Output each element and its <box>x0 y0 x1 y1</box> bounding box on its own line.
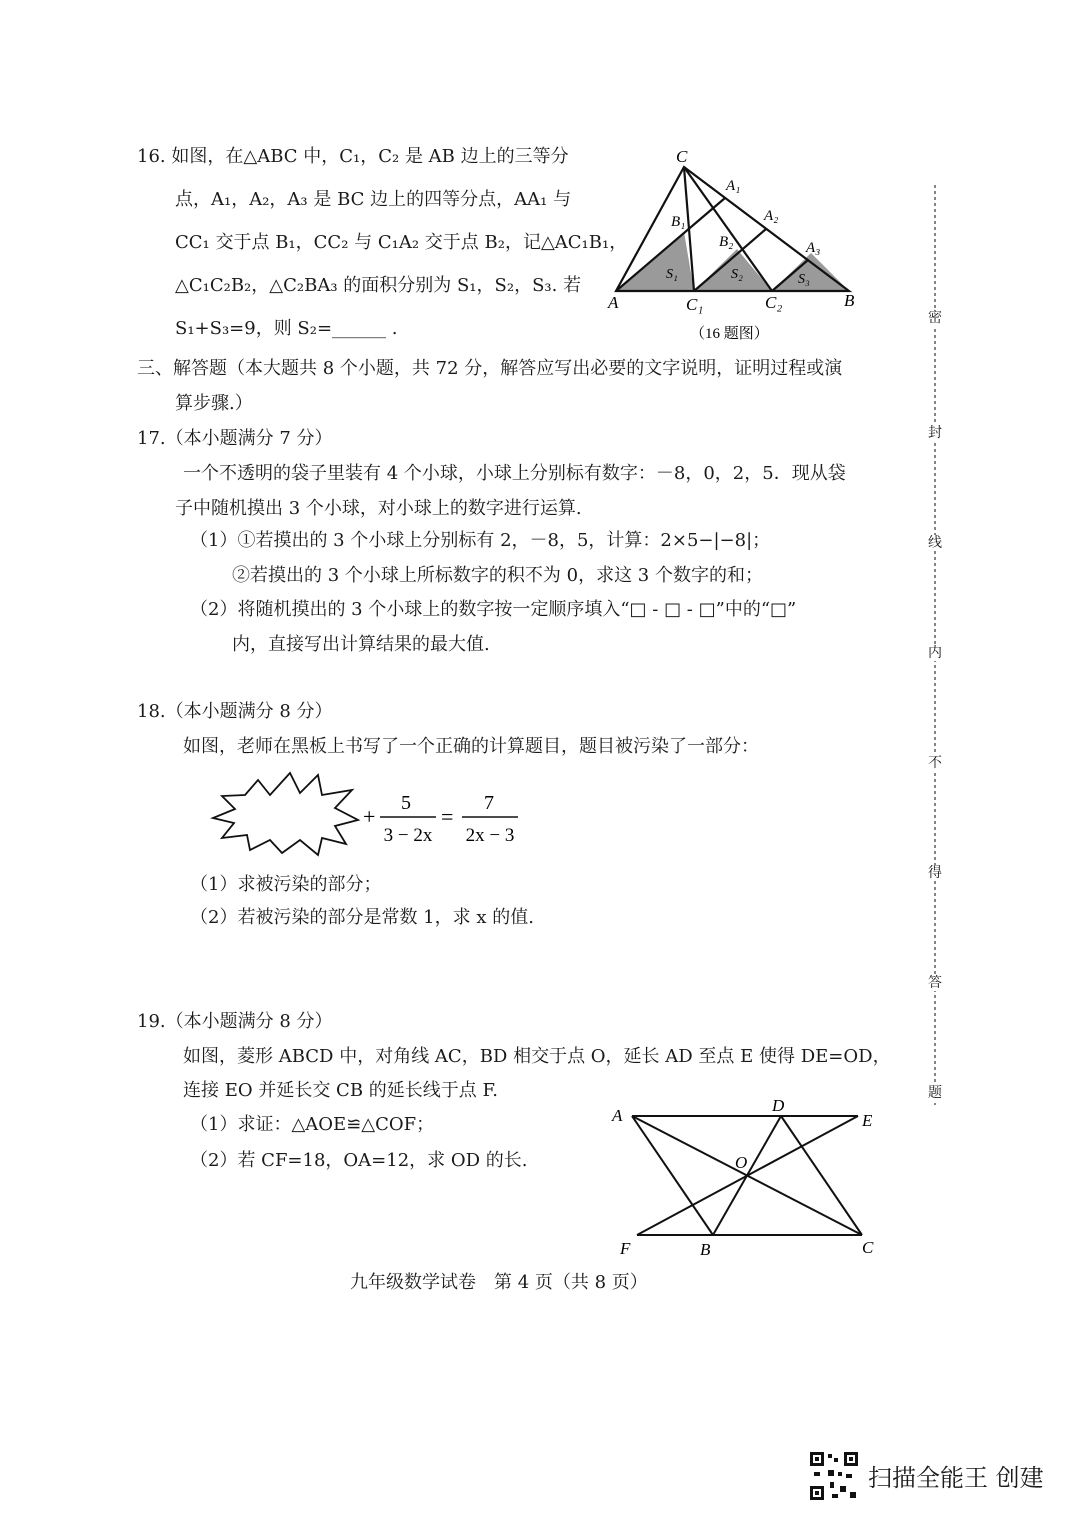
binding-char-2: 封 <box>928 425 942 441</box>
label-C1: C₁ <box>686 295 704 314</box>
label-C: C <box>676 147 688 166</box>
watermark-text: 扫描全能王 创建 <box>868 1464 1044 1492</box>
eq-den2: 2x − 3 <box>465 825 515 846</box>
q17-part2a: （2）将随机摸出的 3 个小球上的数字按一定顺序填入“□ - □ - □”中的“□” <box>190 599 797 620</box>
q18-header: 18.（本小题满分 8 分） <box>137 701 333 722</box>
label-A1: A₁ <box>726 178 741 194</box>
label-S2: S₂ <box>731 267 743 282</box>
q17-part1b: ②若摸出的 3 个小球上所标数字的积不为 0，求这 3 个数字的和； <box>232 565 763 586</box>
stain-shape <box>213 773 358 855</box>
label-C: C <box>862 1238 874 1257</box>
segment-ab <box>632 1116 713 1235</box>
q17-part2b: 内，直接写出计算结果的最大值. <box>232 634 490 655</box>
q16-figure <box>600 140 880 350</box>
label-S3: S₃ <box>798 272 810 287</box>
q18-part1: （1）求被污染的部分； <box>190 874 382 895</box>
label-B2: B₂ <box>719 234 734 250</box>
binding-char-8: 题 <box>928 1085 942 1101</box>
label-B: B <box>700 1240 711 1259</box>
q16-line-1: 16. 如图，在△ABC 中，C₁，C₂ 是 AB 边上的三等分 <box>137 146 569 167</box>
label-A2: A₂ <box>764 208 779 224</box>
binding-char-4: 内 <box>928 645 942 661</box>
label-D: D <box>772 1096 785 1115</box>
page-footer: 九年级数学试卷 第 4 页（共 8 页） <box>350 1272 648 1293</box>
label-C2: C₂ <box>765 293 783 312</box>
label-A3: A₃ <box>806 240 821 256</box>
section3-line-1: 三、解答题（本大题共 8 个小题，共 72 分，解答应写出必要的文字说明，证明过程或演 <box>137 358 843 379</box>
q19-figure <box>600 1090 890 1265</box>
q19-line-1: 如图，菱形 ABCD 中，对角线 AC，BD 相交于点 O，延长 AD 至点 E 使得 DE=OD， <box>183 1046 891 1067</box>
label-B: B <box>844 291 855 310</box>
eq-equals: = <box>441 804 454 829</box>
q17-part1a: （1）①若摸出的 3 个小球上分别标有 2，－8，5，计算：2×5−|−8|； <box>190 530 771 551</box>
label-B1: B₁ <box>671 214 686 230</box>
segment-dc <box>781 1116 862 1235</box>
s3-region <box>772 253 849 291</box>
label-S1: S₁ <box>666 267 678 282</box>
eq-num1: 5 <box>401 792 411 814</box>
q18-intro: 如图，老师在黑板上书写了一个正确的计算题目，题目被污染了一部分： <box>183 736 759 757</box>
label-A: A <box>612 1106 623 1125</box>
eq-num2: 7 <box>484 792 494 814</box>
eq-den1: 3 − 2x <box>383 825 433 846</box>
label-A: A <box>608 293 619 312</box>
q17-line-2: 子中随机摸出 3 个小球，对小球上的数字进行运算. <box>175 498 582 519</box>
q18-part2: （2）若被污染的部分是常数 1，求 x 的值. <box>190 907 534 928</box>
q16-line-2: 点，A₁，A₂，A₃ 是 BC 边上的四等分点，AA₁ 与 <box>175 189 572 210</box>
binding-char-1: 密 <box>928 310 942 326</box>
binding-char-5: 不 <box>928 755 942 771</box>
q18-equation <box>205 765 535 860</box>
q19-header: 19.（本小题满分 8 分） <box>137 1011 333 1032</box>
q16-line-3: CC₁ 交于点 B₁，CC₂ 与 C₁A₂ 交于点 B₂，记△AC₁B₁， <box>175 232 628 253</box>
q16-line-4: △C₁C₂B₂，△C₂BA₃ 的面积分别为 S₁，S₂，S₃. 若 <box>175 275 582 296</box>
label-O: O <box>735 1153 748 1172</box>
label-F: F <box>620 1239 631 1258</box>
q17-header: 17.（本小题满分 7 分） <box>137 428 333 449</box>
qr-code-icon <box>808 1450 860 1502</box>
label-E: E <box>862 1111 873 1130</box>
q19-line-2: 连接 EO 并延长交 CB 的延长线于点 F. <box>183 1080 498 1101</box>
q19-part2: （2）若 CF=18，OA=12，求 OD 的长. <box>190 1150 528 1171</box>
binding-char-6: 得 <box>928 865 942 881</box>
eq-plus: + <box>363 804 376 829</box>
binding-char-7: 答 <box>928 975 942 991</box>
q19-part1: （1）求证：△AOE≌△COF； <box>190 1114 435 1135</box>
q17-line-1: 一个不透明的袋子里装有 4 个小球，小球上分别标有数字：－8，0，2，5．现从袋 <box>183 463 846 484</box>
binding-char-3: 线 <box>928 535 942 551</box>
segment-ef <box>637 1116 858 1235</box>
q16-caption: （16 题图） <box>690 326 769 342</box>
section3-line-2: 算步骤.） <box>175 393 253 414</box>
q16-line-5: S₁+S₃=9，则 S₂=______ . <box>175 318 398 339</box>
